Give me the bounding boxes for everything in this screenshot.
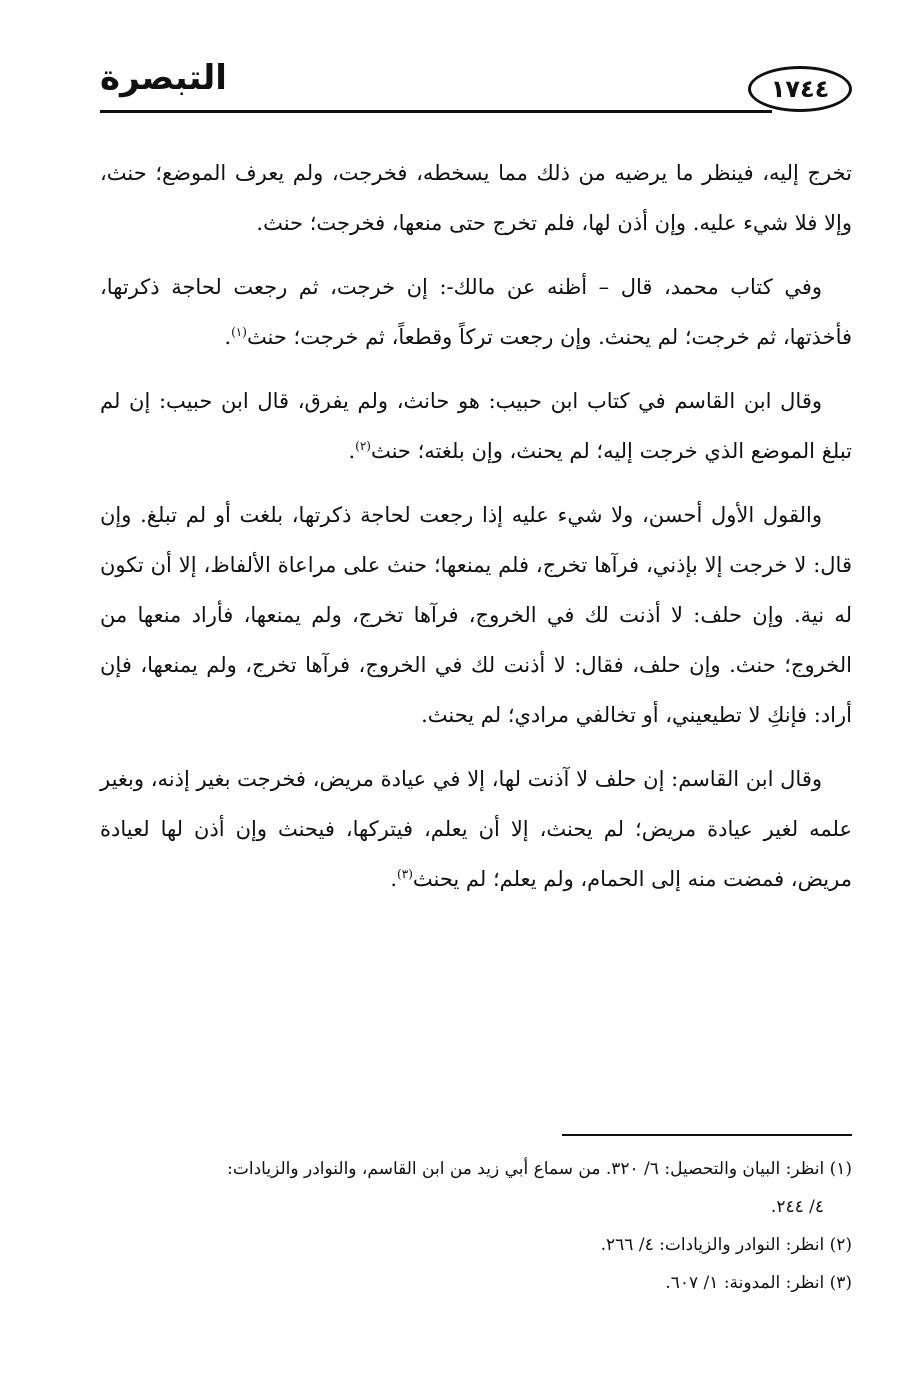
paragraph-4 [100, 490, 852, 740]
footnote-ref: (٣) [397, 867, 413, 881]
paragraph-text: والقول الأول أحسن، ولا شيء عليه إذا رجعت لحاجة ذكرتها، بلغت أو لم تبلغ. وإن قال: لا خرجت إلا بإذني، فرآها تخرج، فلم يمنعها؛ حنث على مراعاة الألفاظ، إلا أن تكون له نية. وإن حلف: لا أذنت لك في الخروج، فرآها تخرج، ولم يمنعها، فأراد منعها من الخروج؛ حنث. وإن حلف، فقال: لا أذنت لك في الخروج، فرآها تخرج، ولم يمنعها، فإن أراد: فإنكِ لا تطيعيني، أو تخالفي مرادي؛ لم يحنث. [100, 503, 852, 727]
main-text [100, 148, 852, 918]
paragraph-2: وفي كتاب محمد، قال – أظنه عن مالك-: إن خرجت، ثم رجعت لحاجة ذكرتها، فأخذتها، ثم خرجت؛ لم يحنث. وإن رجعت تركاً وقطعاً، ثم خرجت؛ حنث$^{(١)}$. [100, 275, 852, 349]
page-number-badge [748, 66, 852, 112]
page-number: ١٧٤٤ [770, 75, 830, 103]
paragraph-text: تخرج إليه، فينظر ما يرضيه من ذلك مما يسخطه، فخرجت، ولم يعرف الموضع؛ حنث، وإلا فلا شيء عليه. وإن أذن لها، فلم تخرج حتى منعها، فخرجت؛ حنث. [100, 161, 852, 235]
footnote-ref: (٢) [355, 439, 371, 453]
paragraph-text: وفي كتاب محمد، قال – أظنه عن مالك-: إن خرجت، ثم رجعت لحاجة ذكرتها، فأخذتها، ثم خرجت؛ لم يحنث. وإن رجعت تركاً وقطعاً، ثم خرجت؛ حنث [100, 275, 852, 349]
page-header [100, 52, 852, 122]
footnote-separator [562, 1134, 852, 1136]
paragraph-text: وقال ابن القاسم في كتاب ابن حبيب: هو حانث، ولم يفرق، قال ابن حبيب: إن لم تبلغ الموضع الذي خرجت إليه؛ لم يحنث، وإن بلغته؛ حنث [100, 389, 852, 463]
paragraph-5: وقال ابن القاسم: إن حلف لا آذنت لها، إلا في عيادة مريض، فخرجت بغير إذنه، وبغير علمه لغير عيادة مريض؛ لم يحنث، إلا أن يعلم، فيتركها، فيحنث وإن أذن لها لعيادة مريض، فمضت منه إلى الحمام، ولم يعلم؛ لم يحنث$^{(٣)}$. [100, 767, 852, 891]
footnote-3 [100, 1264, 852, 1302]
footnote-text: (٢) انظر: النوادر والزيادات: ٤/ ٢٦٦. [600, 1235, 852, 1255]
footnote-2 [100, 1226, 852, 1264]
footnote-1 [100, 1150, 852, 1226]
book-title: التبصرة [100, 58, 227, 98]
footnote-text: (٣) انظر: المدونة: ١/ ٦٠٧. [665, 1273, 852, 1293]
footnote-ref: (١) [231, 325, 247, 339]
paragraph-1 [100, 148, 852, 248]
paragraph-text: وقال ابن القاسم: إن حلف لا آذنت لها، إلا في عيادة مريض، فخرجت بغير إذنه، وبغير علمه لغير عيادة مريض؛ لم يحنث، إلا أن يعلم، فيتركها، فيحنث وإن أذن لها لعيادة مريض، فمضت منه إلى الحمام، ولم يعلم؛ لم يحنث [100, 767, 852, 891]
header-rule [100, 110, 772, 113]
paragraph-3: وقال ابن القاسم في كتاب ابن حبيب: هو حانث، ولم يفرق، قال ابن حبيب: إن لم تبلغ الموضع الذي خرجت إليه؛ لم يحنث، وإن بلغته؛ حنث$^{(٢)}$. [100, 389, 852, 463]
footnote-text: (١) انظر: البيان والتحصيل: ٦/ ٣٢٠. من سماع أبي زيد من ابن القاسم، والنوادر والزيادات: [227, 1159, 852, 1179]
footnote-continuation: ٤/ ٢٤٤. [770, 1197, 824, 1217]
footnotes [100, 1150, 852, 1302]
